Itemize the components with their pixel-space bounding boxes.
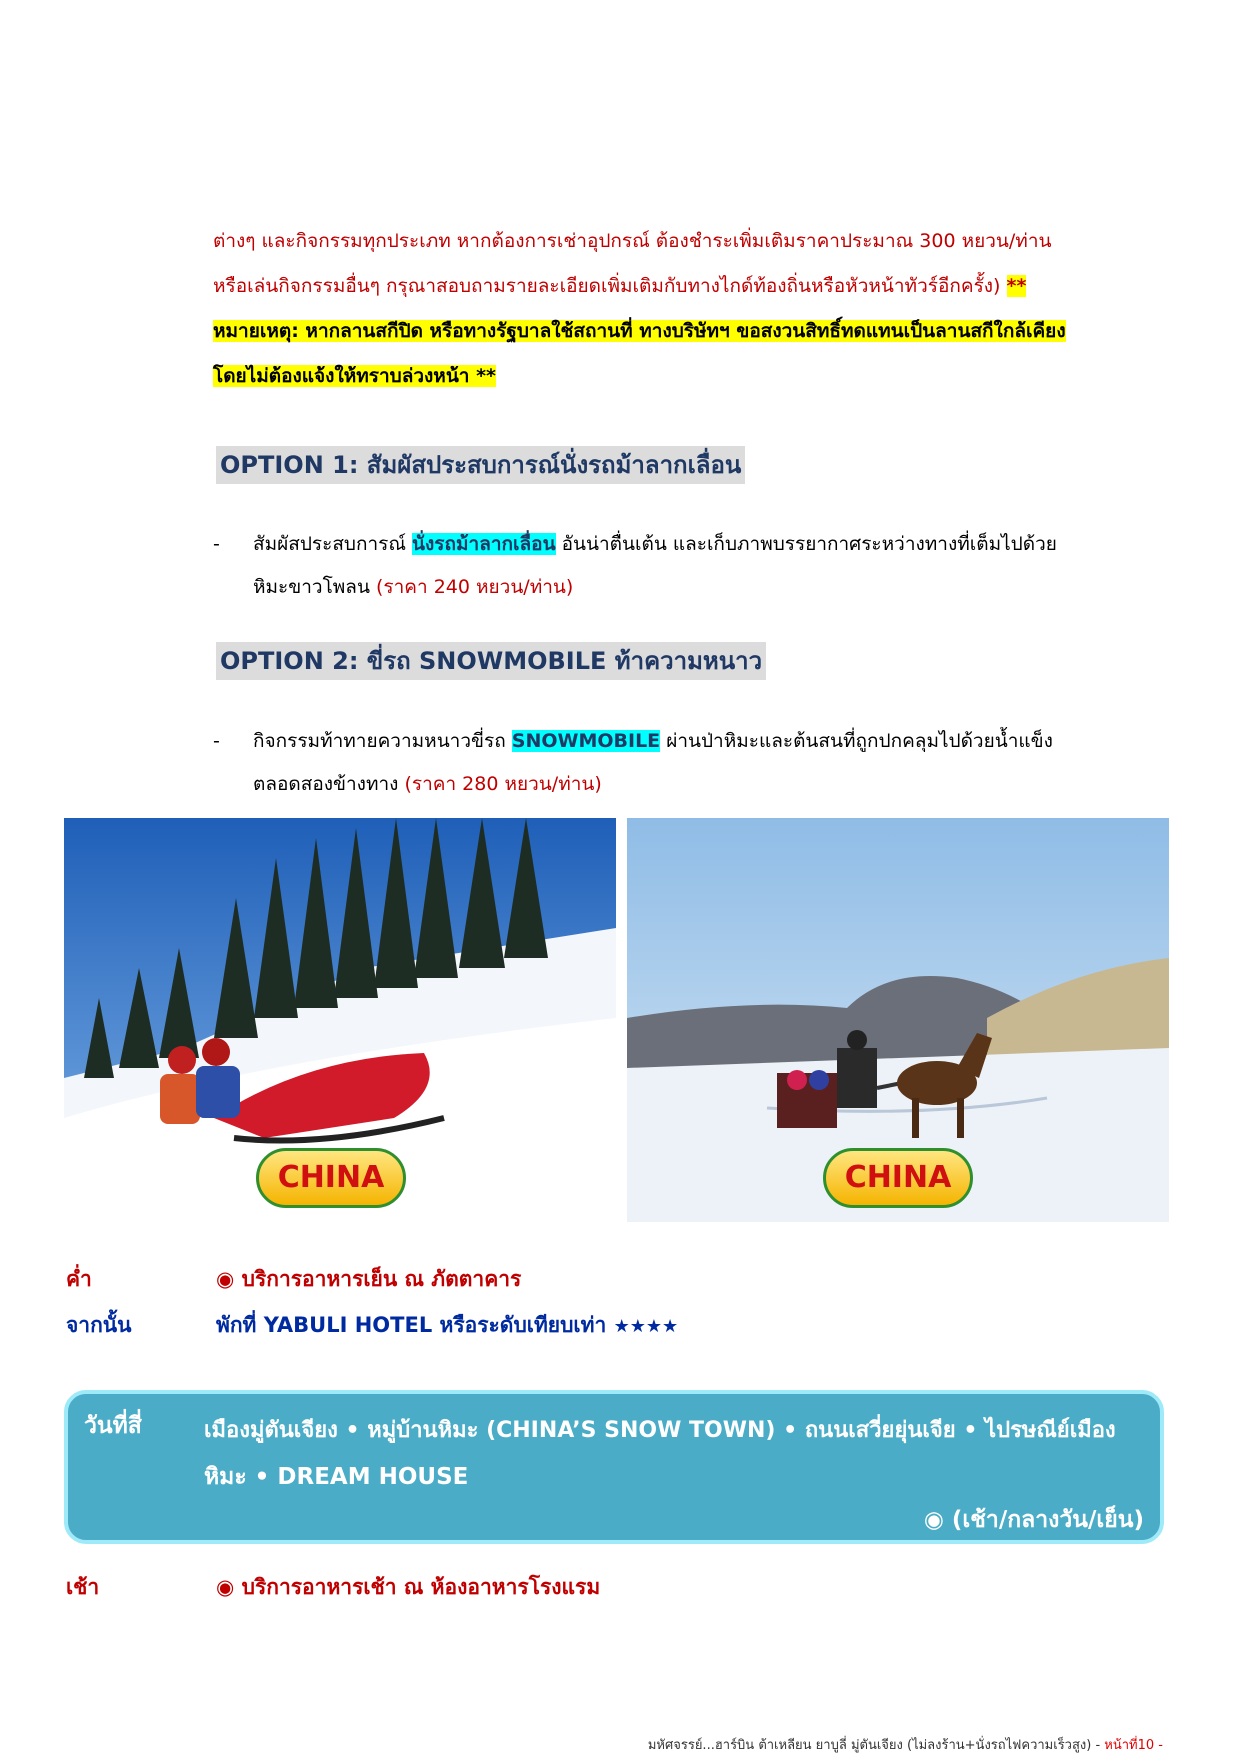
note-line-1: หมายเหตุ: หากลานสกีปิด หรือทางรัฐบาลใช้สถานที่ ทางบริษัทฯ ขอสงวนสิทธิ์ทดแทนเป็นลานสกีใกล้เคียง	[213, 320, 1066, 342]
intro-line-1: ต่างๆ และกิจกรรมทุกประเภท หากต้องการเช่าอุปกรณ์ ต้องชำระเพิ่มเติมราคาประมาณ 300 หยวน/ท่าน	[213, 230, 1052, 252]
option2-title: OPTION 2: ขี่รถ SNOWMOBILE ท้าความหนาว	[216, 642, 766, 680]
star-rating-icon: ★★★★	[613, 1316, 679, 1337]
option1-text: สัมผัสประสบการณ์ นั่งรถม้าลากเลื่อน อันน่าตื่นเต้น และเก็บภาพบรรยากาศระหว่างทางที่เต็มไปด้วย หิมะขาวโพลน (ราคา 240 หยวน/ท่าน)	[253, 533, 1057, 598]
dinner-text: บริการอาหารเย็น ณ ภัตตาคาร	[241, 1267, 522, 1291]
china-logo: CHINA	[256, 1148, 406, 1208]
breakfast-text-wrap	[216, 1571, 600, 1604]
intro-paragraph	[213, 219, 1171, 399]
intro-line-2	[213, 264, 1171, 309]
day4-meals: ◉ (เช้า/กลางวัน/เย็น)	[923, 1507, 1144, 1533]
day4-header-box	[64, 1390, 1164, 1544]
day4-title: เมืองมู่ตันเจียง • หมู่บ้านหิมะ (CHINA’S SNOW TOWN) • ถนนเสวี่ยยุ่นเจีย • ไปรษณีย์เมือง หิมะ • DREAM HOUSE	[204, 1418, 1116, 1490]
dinner-text-wrap	[216, 1263, 521, 1296]
footer-text: มหัศจรรย์...ฮาร์บิน ต้าเหลียน ยาบูลี่ มู่ตันเจียง (ไม่ลงร้าน+นั่งรถไฟความเร็วสูง) -	[647, 1738, 1105, 1753]
bullet-dash: -	[213, 533, 220, 555]
option1-price: (ราคา 240 หยวน/ท่าน)	[375, 576, 574, 598]
option1-bullet	[213, 523, 1171, 609]
page-number: หน้าที่10 -	[1104, 1738, 1163, 1753]
china-logo: CHINA	[823, 1148, 973, 1208]
option2-highlight: SNOWMOBILE	[511, 730, 661, 752]
option1-title: OPTION 1: สัมผัสประสบการณ์นั่งรถม้าลากเลื่อน	[216, 446, 745, 484]
meal-icon: ◉	[216, 1267, 235, 1291]
note-line-2: โดยไม่ต้องแจ้งให้ทราบล่วงหน้า **	[213, 365, 496, 387]
breakfast-text: บริการอาหารเช้า ณ ห้องอาหารโรงแรม	[241, 1575, 601, 1599]
meal-icon: ◉	[216, 1575, 235, 1599]
option2-text: กิจกรรมท้าทายความหนาวขี่รถ SNOWMOBILE ผ่านป่าหิมะและต้นสนที่ถูกปกคลุมไปด้วยน้ำแข็ง ตลอดสองข้างทาง (ราคา 280 หยวน/ท่าน)	[253, 730, 1053, 795]
page-footer	[648, 1734, 1163, 1755]
hotel-text-wrap	[216, 1309, 678, 1342]
dinner-label: ค่ำ	[66, 1267, 92, 1291]
intro-line-2-text: หรือเล่นกิจกรรมอื่นๆ กรุณาสอบถามรายละเอียดเพิ่มเติมกับทางไกด์ท้องถิ่นหรือหัวหน้าทัวร์อีกครั้ง)	[213, 275, 1001, 297]
breakfast-label: เช้า	[66, 1575, 100, 1599]
option2-price: (ราคา 280 หยวน/ท่าน)	[404, 773, 602, 795]
stars-marker: **	[1006, 275, 1027, 297]
bullet-dash: -	[213, 730, 220, 752]
option1-highlight: นั่งรถม้าลากเลื่อน	[412, 533, 556, 555]
hotel-label: จากนั้น	[66, 1313, 132, 1337]
hotel-text: พักที่ YABULI HOTEL หรือระดับเทียบเท่า	[216, 1313, 607, 1337]
snowmobile-photo	[64, 818, 616, 1222]
horse-sleigh-photo	[627, 818, 1169, 1222]
day4-label: วันที่สี่	[84, 1413, 142, 1439]
option2-bullet	[213, 720, 1171, 806]
meal-icon: ◉	[923, 1507, 944, 1533]
